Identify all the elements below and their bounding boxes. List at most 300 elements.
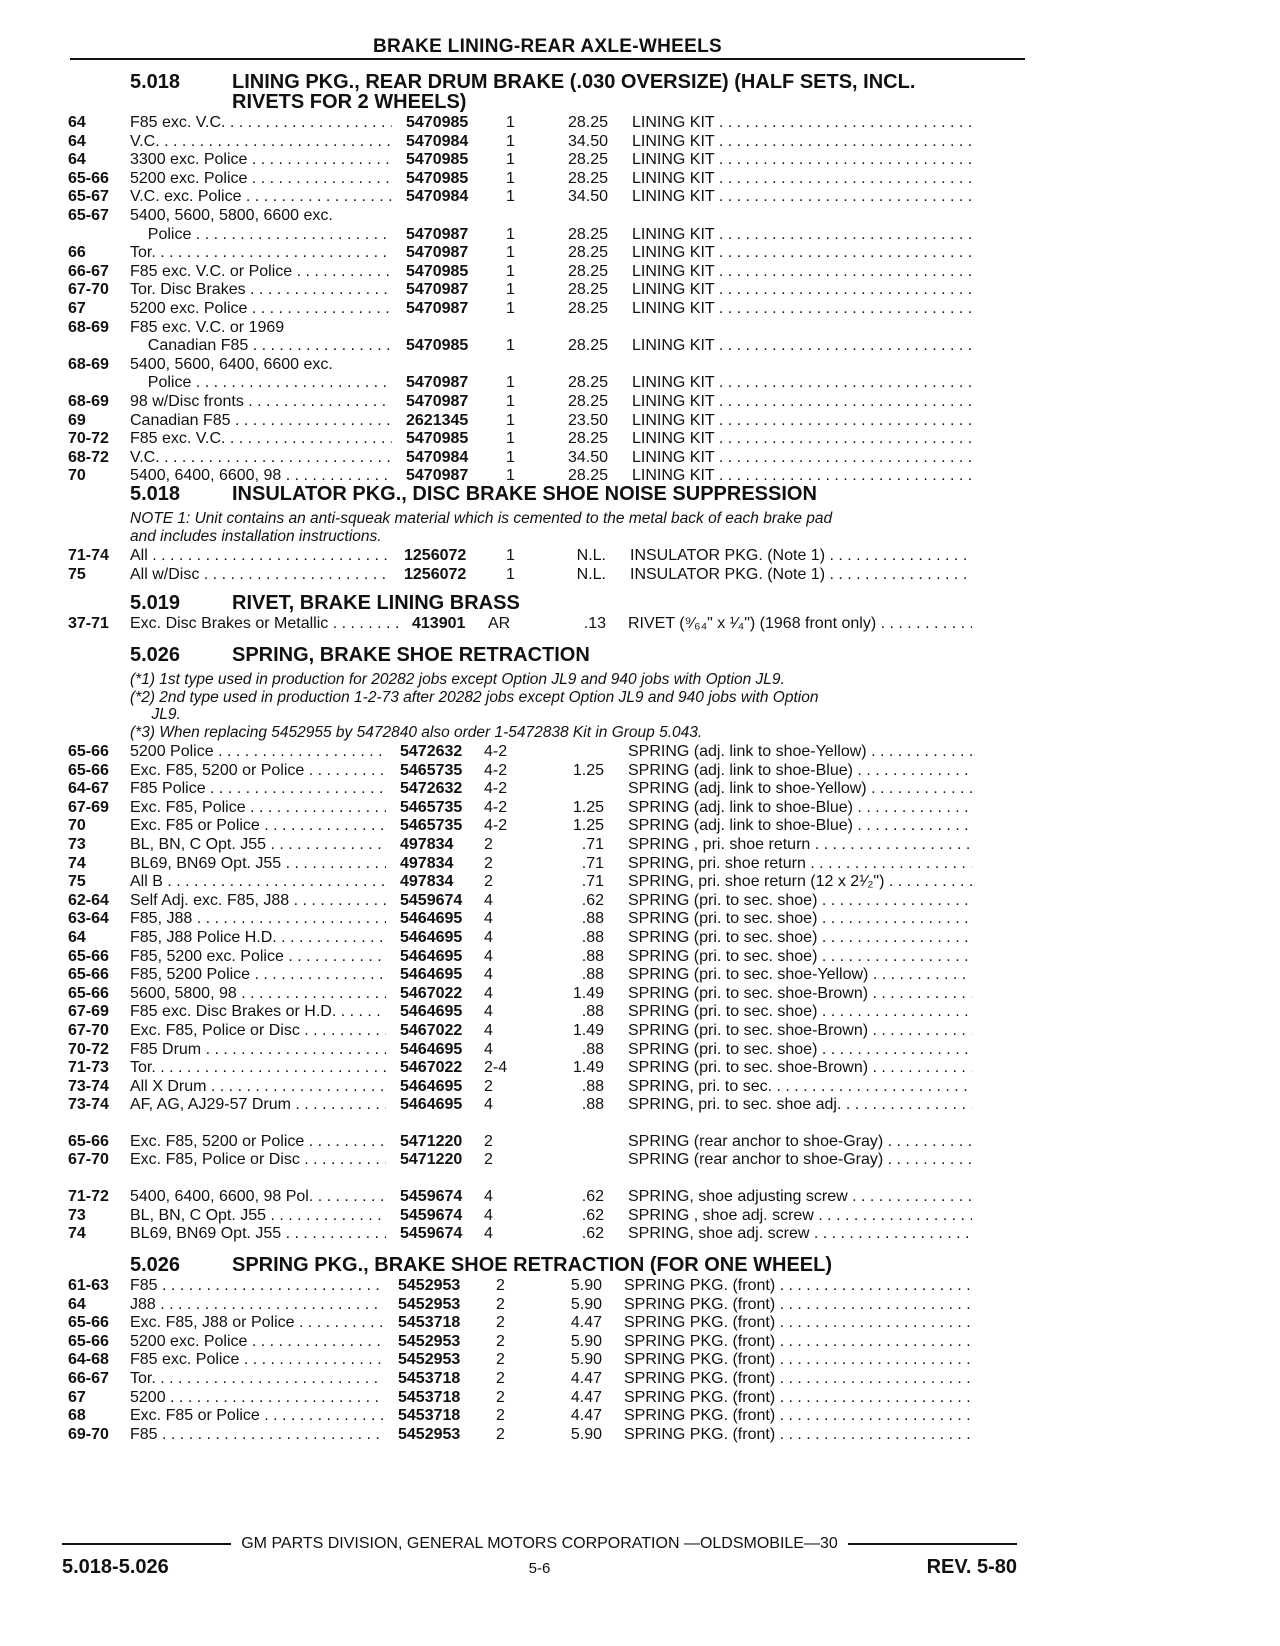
quantity: 1	[506, 225, 515, 243]
price: .71	[581, 835, 604, 853]
model-description: V.C. . . .	[130, 449, 392, 467]
model-year: 73-74	[68, 1077, 109, 1095]
part-description: LINING KIT . . .	[632, 133, 972, 151]
part-description: SPRING (rear anchor to shoe-Gray) . . .	[628, 1151, 972, 1169]
part-number: 5471220	[400, 1132, 463, 1150]
table-row	[68, 817, 972, 836]
part-number: 5470987	[406, 244, 469, 262]
section-title	[130, 645, 972, 665]
price: 28.25	[567, 392, 608, 410]
part-description: SPRING PKG. (front) . . .	[624, 1277, 972, 1295]
price: 5.90	[570, 1425, 602, 1443]
quantity: 4	[484, 966, 493, 984]
quantity: AR	[488, 615, 511, 632]
quantity: 4	[484, 910, 493, 928]
model-year: 64	[68, 151, 86, 169]
part-description: SPRING (adj. link to shoe-Blue) . . .	[628, 817, 972, 835]
price: .88	[581, 966, 604, 984]
model-description: F85 Drum . . .	[130, 1041, 386, 1059]
parts-table	[68, 1277, 972, 1444]
table-row	[68, 1351, 972, 1370]
part-description: RIVET (⁹⁄₆₄" x ¹⁄₄") (1968 front only) . . .	[628, 615, 972, 633]
model-year: 65-66	[68, 1332, 109, 1350]
catalog-section	[68, 645, 972, 1244]
table-row	[68, 244, 972, 263]
section-notes	[130, 510, 972, 545]
quantity: 2	[484, 854, 493, 872]
part-number: 413901	[412, 615, 466, 632]
part-description: LINING KIT . . .	[632, 393, 972, 411]
section-note: (*3) When replacing 5452955 by 5472840 also order 1-5472838 Kit in Group 5.043.	[130, 723, 703, 741]
part-number: 5452953	[398, 1351, 461, 1369]
model-description: F85, 5200 Police . . .	[130, 966, 386, 984]
part-description: LINING KIT . . .	[632, 114, 972, 132]
section-note: (*1) 1st type used in production for 20282 jobs except Option JL9 and 940 jobs with Option JL9.	[130, 671, 785, 688]
model-description: Canadian F85 . . .	[130, 337, 392, 355]
part-number: 5470985	[406, 151, 469, 169]
table-row	[68, 337, 972, 356]
quantity: 1	[506, 151, 515, 169]
model-description: F85 . . .	[130, 1277, 384, 1295]
part-description: SPRING (pri. to sec. shoe) . . .	[628, 892, 972, 910]
quantity: 4	[484, 1040, 493, 1058]
part-number: 5470985	[406, 262, 469, 280]
model-description: F85 . . .	[130, 1426, 384, 1444]
model-description: 98 w/Disc fronts . . .	[130, 393, 392, 411]
price: .88	[581, 1077, 604, 1095]
quantity: 2	[484, 873, 493, 891]
model-year: 64-68	[68, 1351, 109, 1369]
part-description: SPRING (adj. link to shoe-Blue) . . .	[628, 799, 972, 817]
part-number: 5453718	[398, 1369, 461, 1387]
part-description: LINING KIT . . .	[632, 430, 972, 448]
section-number: 5.026	[130, 644, 181, 666]
price: 28.25	[567, 114, 608, 131]
part-number: 5470987	[406, 225, 469, 243]
parts-table	[68, 547, 972, 584]
model-year: 71-74	[68, 547, 109, 564]
part-number: 5470987	[406, 467, 469, 485]
model-description: Police . . .	[130, 374, 392, 392]
footer-division: GM PARTS DIVISION, GENERAL MOTORS CORPORATION —OLDSMOBILE—30	[241, 1535, 838, 1552]
table-row	[68, 281, 972, 300]
quantity: 1	[506, 188, 515, 206]
model-description: F85 exc. V.C. . . .	[130, 114, 392, 132]
model-description: AF, AG, AJ29-57 Drum . . .	[130, 1096, 386, 1114]
table-row	[68, 1277, 972, 1296]
part-number: 1256072	[404, 547, 467, 564]
model-year: 68-72	[68, 448, 109, 466]
section-title	[130, 1255, 972, 1275]
table-row	[68, 449, 972, 468]
part-number: 5470984	[406, 132, 469, 150]
model-year: 64	[68, 132, 86, 150]
quantity: 4	[484, 1021, 493, 1039]
model-year: 74	[68, 854, 86, 872]
part-number: 5472632	[400, 780, 463, 798]
part-description: SPRING (pri. to sec. shoe-Brown) . . .	[628, 985, 972, 1003]
table-row	[68, 873, 972, 892]
part-number: 5464695	[400, 1096, 463, 1114]
section-number: 5.019	[130, 592, 181, 614]
quantity: 2	[496, 1277, 505, 1294]
part-number: 5470985	[406, 169, 469, 187]
model-description: All B . . .	[130, 873, 386, 891]
part-description: LINING KIT . . .	[632, 226, 972, 244]
part-description: SPRING (pri. to sec. shoe) . . .	[628, 1041, 972, 1059]
price: .88	[581, 910, 604, 928]
price: 5.90	[570, 1295, 602, 1313]
model-year: 71-73	[68, 1059, 109, 1077]
model-description: All w/Disc . . .	[130, 566, 390, 584]
model-year: 68-69	[68, 355, 109, 373]
price: 28.25	[567, 299, 608, 317]
table-row	[68, 1133, 972, 1152]
price: .88	[581, 1040, 604, 1058]
price: 28.25	[567, 244, 608, 262]
parts-table	[68, 743, 972, 1244]
model-description: Tor. . . .	[130, 244, 392, 262]
price: .71	[581, 873, 604, 891]
model-year: 37-71	[68, 615, 109, 632]
part-number: 5470987	[406, 281, 469, 299]
table-row	[68, 966, 972, 985]
table-row	[68, 1296, 972, 1315]
table-row	[68, 1115, 972, 1133]
price: 5.90	[570, 1277, 602, 1294]
model-description: Exc. F85, 5200 or Police . . .	[130, 1133, 386, 1151]
model-year: 64-67	[68, 780, 109, 798]
part-number: 5470985	[406, 114, 469, 131]
table-row	[68, 319, 972, 338]
table-row	[68, 114, 972, 133]
section-title	[130, 593, 972, 613]
model-description: All X Drum . . .	[130, 1078, 386, 1096]
quantity: 2	[484, 835, 493, 853]
table-row	[68, 170, 972, 189]
quantity: 4	[484, 984, 493, 1002]
model-description: Tor. . . .	[130, 1059, 386, 1077]
model-description: BL69, BN69 Opt. J55 . . .	[130, 1225, 386, 1243]
model-description: Exc. F85, Police . . .	[130, 799, 386, 817]
model-year: 75	[68, 565, 86, 583]
part-description: SPRING, pri. to sec. shoe adj. . . .	[628, 1096, 972, 1114]
model-description: 5400, 5600, 6400, 6600 exc.	[130, 355, 333, 373]
quantity: 4-2	[484, 780, 508, 798]
price: .88	[581, 1096, 604, 1114]
quantity: 4	[484, 1096, 493, 1114]
part-number: 5452953	[398, 1295, 461, 1313]
table-row	[68, 836, 972, 855]
part-number: 5470984	[406, 188, 469, 206]
part-description: SPRING, pri. shoe return (12 x 2¹⁄₂") . . .	[628, 873, 972, 891]
quantity: 2	[496, 1314, 505, 1332]
header-rule	[70, 58, 1025, 60]
model-description: Tor. . . .	[130, 1370, 384, 1388]
model-year: 73-74	[68, 1096, 109, 1114]
part-number: 5453718	[398, 1407, 461, 1425]
part-description: SPRING (adj. link to shoe-Blue) . . .	[628, 762, 972, 780]
model-description: Exc. Disc Brakes or Metallic . . .	[130, 615, 398, 633]
model-description: F85, J88 Police H.D. . . .	[130, 929, 386, 947]
part-number: 5470987	[406, 392, 469, 410]
model-year: 68-69	[68, 392, 109, 410]
footer-page-number: 5-6	[528, 1560, 551, 1577]
model-description: 3300 exc. Police . . .	[130, 151, 392, 169]
section-note: JL9.	[130, 706, 181, 723]
part-number: 1256072	[404, 565, 467, 583]
part-number: 5465735	[400, 798, 463, 816]
part-description: SPRING, pri. shoe return . . .	[628, 855, 972, 873]
price: .88	[581, 947, 604, 965]
part-description: SPRING (pri. to sec. shoe) . . .	[628, 910, 972, 928]
part-number: 5464695	[400, 910, 463, 928]
table-row	[68, 855, 972, 874]
quantity: 4	[484, 947, 493, 965]
quantity: 2	[496, 1351, 505, 1369]
model-description: F85 exc. Police . . .	[130, 1351, 384, 1369]
price: .88	[581, 1003, 604, 1021]
part-description: SPRING (pri. to sec. shoe) . . .	[628, 948, 972, 966]
price: .62	[581, 1225, 604, 1243]
model-description: BL, BN, C Opt. J55 . . .	[130, 1207, 386, 1225]
part-number: 5471220	[400, 1151, 463, 1169]
price: 1.49	[572, 984, 604, 1002]
table-row	[68, 1041, 972, 1060]
price: 28.25	[567, 262, 608, 280]
model-year: 70	[68, 817, 86, 835]
model-year: 66	[68, 244, 86, 262]
table-row	[68, 393, 972, 412]
part-description: LINING KIT . . .	[632, 449, 972, 467]
part-description: SPRING, pri. to sec. . . .	[628, 1078, 972, 1096]
model-description: F85, 5200 exc. Police . . .	[130, 948, 386, 966]
quantity: 2	[484, 1132, 493, 1150]
quantity: 2	[496, 1295, 505, 1313]
part-description: LINING KIT . . .	[632, 263, 972, 281]
price: 28.25	[567, 169, 608, 187]
model-year: 64	[68, 928, 86, 946]
model-description: Exc. F85, 5200 or Police . . .	[130, 762, 386, 780]
model-year: 68	[68, 1407, 86, 1425]
quantity: 1	[506, 337, 515, 355]
table-row	[68, 566, 972, 585]
model-year: 70	[68, 467, 86, 485]
model-description: V.C. . . .	[130, 133, 392, 151]
section-heading	[232, 1255, 972, 1275]
model-description: Tor. Disc Brakes . . .	[130, 281, 392, 299]
part-description: SPRING (adj. link to shoe-Yellow) . . .	[628, 780, 972, 798]
part-number: 497834	[400, 835, 454, 853]
table-row	[68, 374, 972, 393]
table-row	[68, 743, 972, 762]
part-description: SPRING (pri. to sec. shoe-Yellow) . . .	[628, 966, 972, 984]
table-row	[68, 1426, 972, 1445]
price: 28.25	[567, 374, 608, 392]
model-year: 63-64	[68, 910, 109, 928]
part-description: SPRING PKG. (front) . . .	[624, 1351, 972, 1369]
price: 28.25	[567, 225, 608, 243]
price: 4.47	[570, 1369, 602, 1387]
footer-range: 5.018-5.026	[62, 1556, 169, 1578]
table-row	[68, 412, 972, 431]
quantity: 2-4	[484, 1059, 508, 1077]
part-number: 5452953	[398, 1425, 461, 1443]
quantity: 1	[506, 448, 515, 466]
price: 5.90	[570, 1332, 602, 1350]
table-row	[68, 1407, 972, 1426]
part-description: LINING KIT . . .	[632, 281, 972, 299]
section-heading-line: INSULATOR PKG., DISC BRAKE SHOE NOISE SUPPRESSION	[232, 483, 817, 505]
part-description: INSULATOR PKG. (Note 1) . . .	[630, 547, 972, 565]
part-description: SPRING, shoe adj. screw . . .	[628, 1225, 972, 1243]
quantity: 4-2	[484, 761, 508, 779]
quantity: 1	[506, 114, 515, 131]
model-description: Exc. F85 or Police . . .	[130, 817, 386, 835]
quantity: 1	[506, 547, 515, 564]
quantity: 4	[484, 1188, 493, 1206]
price: 1.25	[572, 761, 604, 779]
table-row	[68, 799, 972, 818]
price: 28.25	[567, 467, 608, 485]
quantity: 2	[484, 1151, 493, 1169]
part-number: 5464695	[400, 1077, 463, 1095]
price: .62	[581, 1188, 604, 1206]
part-number: 5464695	[400, 928, 463, 946]
quantity: 1	[506, 281, 515, 299]
quantity: 4	[484, 891, 493, 909]
quantity: 1	[506, 169, 515, 187]
quantity: 1	[506, 262, 515, 280]
section-note: (*2) 2nd type used in production 1-2-73 after 20282 jobs except Option JL9 and 940 jobs with Option	[130, 688, 819, 706]
section-heading	[232, 72, 972, 112]
model-year: 67-70	[68, 1151, 109, 1169]
table-row	[68, 1370, 972, 1389]
part-number: 5470985	[406, 337, 469, 355]
part-description: LINING KIT . . .	[632, 412, 972, 430]
table-row	[68, 1188, 972, 1207]
section-title	[130, 484, 972, 504]
model-year: 67-69	[68, 1003, 109, 1021]
part-description: LINING KIT . . .	[632, 467, 972, 485]
quantity: 4	[484, 1225, 493, 1243]
table-row	[68, 1333, 972, 1352]
quantity: 4	[484, 1206, 493, 1224]
model-year: 66-67	[68, 262, 109, 280]
model-description: F85 exc. V.C. or 1969	[130, 318, 285, 336]
model-year: 67-70	[68, 281, 109, 299]
part-number: 5470987	[406, 299, 469, 317]
model-description: V.C. exc. Police . . .	[130, 188, 392, 206]
model-description: F85 Police . . .	[130, 780, 386, 798]
model-description: Exc. F85, J88 or Police . . .	[130, 1314, 384, 1332]
model-year: 65-66	[68, 984, 109, 1002]
model-description: Self Adj. exc. F85, J88 . . .	[130, 892, 386, 910]
page-title: BRAKE LINING-REAR AXLE-WHEELS	[373, 36, 722, 57]
part-number: 5470985	[406, 430, 469, 448]
part-description: SPRING, shoe adjusting screw . . .	[628, 1188, 972, 1206]
model-description: 5200 . . .	[130, 1389, 384, 1407]
price: 23.50	[567, 411, 608, 429]
table-row	[68, 151, 972, 170]
section-number: 5.018	[130, 483, 181, 505]
model-year: 64	[68, 114, 86, 131]
part-description: SPRING (pri. to sec. shoe) . . .	[628, 1003, 972, 1021]
model-description: Exc. F85, Police or Disc . . .	[130, 1151, 386, 1169]
part-description: LINING KIT . . .	[632, 151, 972, 169]
model-year: 68-69	[68, 318, 109, 336]
price: 1.49	[572, 1059, 604, 1077]
quantity: 1	[506, 565, 515, 583]
price: 1.49	[572, 1021, 604, 1039]
model-description: F85 exc. V.C. . . .	[130, 430, 392, 448]
price: .13	[583, 615, 606, 632]
table-row	[68, 929, 972, 948]
model-year: 65-66	[68, 1132, 109, 1150]
section-heading-line: RIVETS FOR 2 WHEELS)	[232, 91, 467, 113]
price: N.L.	[576, 547, 606, 564]
quantity: 2	[496, 1332, 505, 1350]
model-year: 74	[68, 1225, 86, 1243]
footer-rule-right	[848, 1543, 1017, 1545]
price: N.L.	[576, 565, 606, 583]
price: 34.50	[567, 188, 608, 206]
footer-revision: REV. 5-80	[926, 1556, 1017, 1578]
part-description: SPRING , pri. shoe return . . .	[628, 836, 972, 854]
model-year: 65-66	[68, 966, 109, 984]
part-description: SPRING PKG. (front) . . .	[624, 1370, 972, 1388]
quantity: 2	[496, 1425, 505, 1443]
price: 4.47	[570, 1388, 602, 1406]
part-description: INSULATOR PKG. (Note 1) . . .	[630, 566, 972, 584]
quantity: 4-2	[484, 798, 508, 816]
part-number: 5453718	[398, 1314, 461, 1332]
part-description: LINING KIT . . .	[632, 300, 972, 318]
model-year: 71-72	[68, 1188, 109, 1206]
price: 5.90	[570, 1351, 602, 1369]
section-heading-line: RIVET, BRAKE LINING BRASS	[232, 592, 520, 614]
model-description: J88 . . .	[130, 1296, 384, 1314]
model-description: 5400, 6400, 6600, 98 . . .	[130, 467, 392, 485]
table-row	[68, 1096, 972, 1115]
part-number: 5465735	[400, 761, 463, 779]
quantity: 1	[506, 132, 515, 150]
quantity: 2	[496, 1369, 505, 1387]
model-year: 65-66	[68, 761, 109, 779]
model-description: 5600, 5800, 98 . . .	[130, 985, 386, 1003]
quantity: 2	[496, 1388, 505, 1406]
price: .62	[581, 891, 604, 909]
table-row	[68, 910, 972, 929]
part-description: LINING KIT . . .	[632, 170, 972, 188]
part-description: SPRING PKG. (front) . . .	[624, 1389, 972, 1407]
price: .71	[581, 854, 604, 872]
model-year: 64	[68, 1295, 86, 1313]
model-description: F85 exc. Disc Brakes or H.D. . . .	[130, 1003, 386, 1021]
quantity: 4-2	[484, 743, 508, 760]
section-title	[130, 72, 972, 112]
model-year: 69-70	[68, 1425, 109, 1443]
model-description: Exc. F85, Police or Disc . . .	[130, 1022, 386, 1040]
table-row	[68, 1225, 972, 1244]
quantity: 1	[506, 430, 515, 448]
model-description: 5200 exc. Police . . .	[130, 300, 392, 318]
footer	[62, 1556, 1017, 1580]
table-row	[68, 547, 972, 566]
part-number: 497834	[400, 873, 454, 891]
part-number: 5472632	[400, 743, 463, 760]
section-note: NOTE 1: Unit contains an anti-squeak material which is cemented to the metal back of each brake pad	[130, 510, 833, 527]
